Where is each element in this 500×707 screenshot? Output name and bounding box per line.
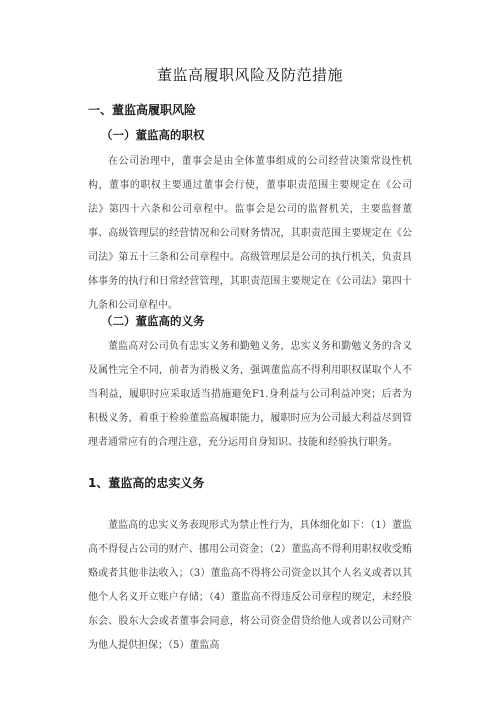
section-heading-loyalty: 1、董监高的忠实义务: [88, 476, 205, 490]
subsection-heading-duties: （二）董监高的义务: [101, 314, 205, 328]
document-title: 董监高履职风险及防范措施: [156, 66, 343, 84]
section-heading-risks: 一、董监高履职风险: [88, 103, 197, 117]
paragraph-duties: 董监高对公司负有忠实义务和勤勉义务，忠实义务和勤勉义务的含义及属性完全不同，前者为消极义务，强调董监高不得利用职权谋取个人不当利益，履职时应采取适当措施避免F1.身利益与公司利益冲突；后者为积极义务，着重于检验董监高履职能力，履职时应为公司最大利益尽到管理者通常应有的合理注意，充分运用自身知识、技能和经验执行职务。: [88, 341, 412, 448]
paragraph-loyalty: 董监高的忠实义务表现形式为禁止性行为，具体细化如下：（1）董监高不得侵占公司的财产、挪用公司资金；（2）董监高不得利用职权收受贿赂或者其他非法收入；（3）董监高不得将公司资金以其个人名义或者以其他个人名义开立账户存储；（4）董监高不得违反公司章程的规定，未经股东会、股东大会或者董事会同意，将公司资金借贷给他人或者以公司财产为他人提供担保；（5）董监高: [88, 520, 412, 651]
subsection-heading-powers: （一）董监高的职权: [101, 128, 205, 142]
paragraph-powers: 在公司治理中，董事会是由全体董事组成的公司经营决策常设性机构，董事的职权主要通过董事会行使，董事职责范围主要规定在《公司法》第四十六条和公司章程中。监事会是公司的监督机关，主要监督董事、高级管理层的经营情况和公司财务情况，其职责范围主要规定在《公司法》第五十三条和公司章程中。高级管理层是公司的执行机关，负责具体事务的执行和日常经营管理，其职责范围主要规定在《公司法》第四十九条和公司章程中。: [88, 156, 412, 311]
